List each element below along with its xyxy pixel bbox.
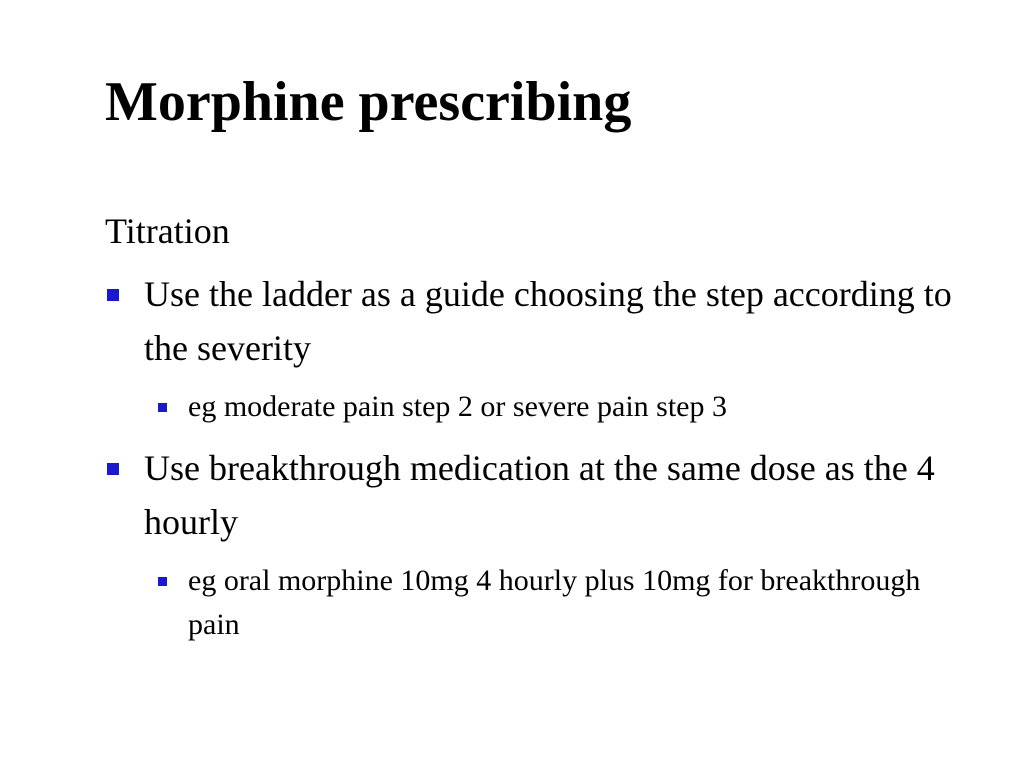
slide-subtitle: Titration (105, 211, 230, 251)
sub-bullet-item-text: eg moderate pain step 2 or severe pain step 3 (188, 390, 727, 423)
square-bullet-icon (158, 577, 167, 586)
bullet-item (105, 441, 964, 549)
bullet-item-text: Use breakthrough medication at the same dose as the 4 hourly (144, 448, 935, 542)
sub-bullet-item (105, 385, 933, 429)
slide-title: Morphine prescribing (105, 71, 632, 133)
square-bullet-icon (158, 403, 167, 412)
square-bullet-icon (107, 289, 119, 301)
bullet-item (105, 267, 964, 375)
square-bullet-icon (107, 463, 119, 475)
bullet-item-text: Use the ladder as a guide choosing the step according to the severity (144, 274, 952, 368)
slide-body (105, 205, 965, 659)
sub-bullet-item-text: eg oral morphine 10mg 4 hourly plus 10mg for breakthrough pain (188, 564, 921, 641)
sub-bullet-item (105, 559, 933, 647)
